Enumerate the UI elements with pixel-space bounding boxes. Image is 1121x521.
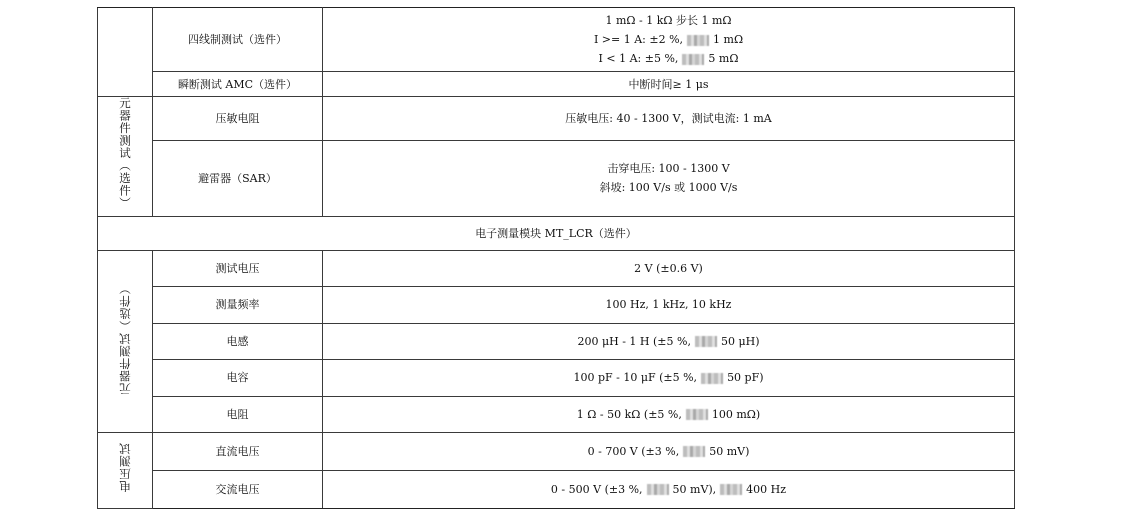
- value-line-4wire-low: I < 1 A: ±5 %, 5 mΩ: [598, 52, 739, 65]
- row-label-test-voltage: 测试电压: [153, 250, 323, 286]
- value-line-sar-ramp: 斜坡: 100 V/s 或 1000 V/s: [599, 181, 738, 195]
- value-line-sar-breakdown: 击穿电压: 100 - 1300 V: [607, 162, 730, 176]
- row-value-capacitance: 100 pF - 10 μF (±5 %, 50 pF): [323, 359, 1015, 396]
- table-row-varistor: [98, 97, 1015, 141]
- table-row-amc: [98, 72, 1015, 97]
- table-row-ac-voltage: [98, 470, 1015, 508]
- row-label-ac-voltage: 交流电压: [153, 470, 323, 508]
- row-label-amc: 瞬断测试 AMC（选件）: [153, 72, 323, 97]
- table-row-frequency: [98, 286, 1015, 323]
- row-label-capacitance: 电容: [153, 359, 323, 396]
- row-label-frequency: 测量频率: [153, 286, 323, 323]
- value-line-4wire-range: 1 mΩ - 1 kΩ 步长 1 mΩ: [605, 14, 732, 27]
- redacted-mark: [687, 35, 709, 46]
- row-label-4wire: 四线制测试（选件）: [153, 8, 323, 72]
- table-row-test-voltage: [98, 250, 1015, 286]
- group-label-component-test-1: 元器件测试（选件）: [118, 97, 132, 210]
- redacted-mark: [647, 484, 669, 495]
- value-line-4wire-high: I >= 1 A: ±2 %, 1 mΩ: [593, 33, 744, 46]
- section-title-lcr: 电子测量模块 MT_LCR（选件）: [98, 216, 1015, 250]
- row-value-resistance: 1 Ω - 50 kΩ (±5 %, 100 mΩ): [323, 396, 1015, 432]
- redacted-mark: [701, 373, 723, 384]
- table-row-4wire: [98, 8, 1015, 72]
- table-row-inductance: [98, 323, 1015, 359]
- row-value-varistor: 压敏电压: 40 - 1300 V，测试电流: 1 mA: [323, 97, 1015, 141]
- row-label-varistor: 压敏电阻: [153, 97, 323, 141]
- table-row-resistance: [98, 396, 1015, 432]
- row-label-sar: 避雷器（SAR）: [153, 141, 323, 216]
- group-cell-component-test-2: [98, 250, 153, 432]
- row-value-inductance: 200 μH - 1 H (±5 %, 50 μH): [323, 323, 1015, 359]
- redacted-mark: [720, 484, 742, 495]
- group-cell-top-empty: [98, 8, 153, 97]
- redacted-mark: [682, 54, 704, 65]
- group-label-voltage-test: 电压测试: [118, 442, 132, 492]
- row-value-amc: 中断时间≥ 1 μs: [323, 72, 1015, 97]
- table-row-sar: [98, 141, 1015, 216]
- row-value-frequency: 100 Hz, 1 kHz, 10 kHz: [323, 286, 1015, 323]
- redacted-mark: [686, 409, 708, 420]
- row-label-inductance: 电感: [153, 323, 323, 359]
- redacted-mark: [695, 336, 717, 347]
- row-value-test-voltage: 2 V (±0.6 V): [323, 250, 1015, 286]
- redacted-mark: [683, 446, 705, 457]
- group-cell-voltage-test: [98, 432, 153, 508]
- row-label-resistance: 电阻: [153, 396, 323, 432]
- table-row-dc-voltage: [98, 432, 1015, 470]
- row-value-sar: [323, 141, 1015, 216]
- row-value-ac-voltage: 0 - 500 V (±3 %, 50 mV), 400 Hz: [323, 470, 1015, 508]
- row-label-dc-voltage: 直流电压: [153, 432, 323, 470]
- group-label-component-test-2: 元器件测试（选件）: [118, 281, 132, 395]
- row-value-4wire: [323, 8, 1015, 72]
- spec-table: [97, 7, 1015, 509]
- row-value-dc-voltage: 0 - 700 V (±3 %, 50 mV): [323, 432, 1015, 470]
- table-row-capacitance: [98, 359, 1015, 396]
- group-cell-component-test-1: [98, 97, 153, 217]
- table-row-section-lcr: [98, 216, 1015, 250]
